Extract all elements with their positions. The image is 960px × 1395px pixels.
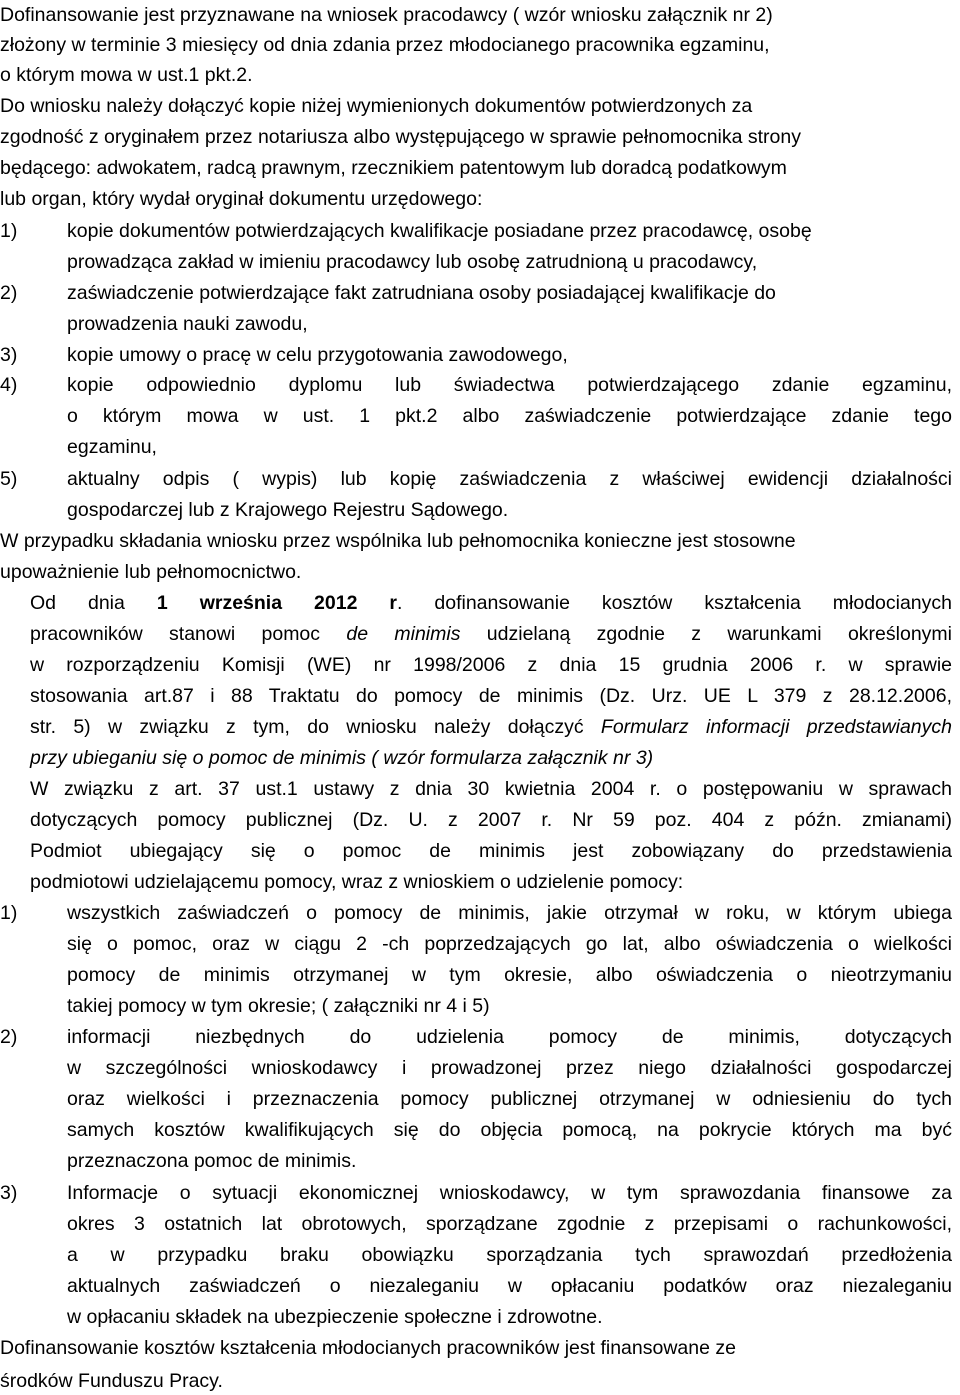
paragraph-line: przy ubieganiu się o pomoc de minimis ( wzór formularza załącznik nr 3) — [30, 747, 654, 769]
paragraph-line: o którym mowa w ust.1 pkt.2. — [0, 64, 253, 86]
italic-form-title: Formularz informacji przedstawianych — [600, 716, 952, 738]
list-item-line: aktualnych zaświadczeń o niezaleganiu w opłacaniu podatków oraz niezaleganiu — [67, 1275, 952, 1297]
list-item-line: o którym mowa w ust. 1 pkt.2 albo zaświadczenie potwierdzające zdanie tego — [67, 405, 952, 427]
list-number: 3) — [0, 344, 18, 366]
list-item-line: takiej pomocy w tym okresie; ( załączniki nr 4 i 5) — [67, 995, 490, 1017]
list-item-line: wszystkich zaświadczeń o pomocy de minimis, jakie otrzymał w roku, w którym ubiega — [67, 902, 952, 924]
list-number: 3) — [0, 1182, 18, 1204]
paragraph-line: dotyczących pomocy publicznej (Dz. U. z 2007 r. Nr 59 poz. 404 z późn. zmianami) — [30, 809, 952, 831]
list-item-line: przeznaczona pomoc de minimis. — [67, 1150, 357, 1172]
list-item-line: kopie odpowiednio dyplomu lub świadectwa potwierdzającego zdanie egzaminu, — [67, 374, 952, 396]
list-number: 1) — [0, 902, 18, 924]
list-item-line: gospodarczej lub z Krajowego Rejestru Sądowego. — [67, 499, 509, 521]
list-item-line: pomocy de minimis otrzymanej w tym okresie, albo oświadczenia o nieotrzymaniu — [67, 964, 952, 986]
paragraph-line: lub organ, który wydał oryginał dokumentu urzędowego: — [0, 188, 483, 210]
paragraph-line: W związku z art. 37 ust.1 ustawy z dnia 30 kwietnia 2004 r. o postępowaniu w sprawach — [30, 778, 952, 800]
paragraph-line: podmiotowi udzielającemu pomocy, wraz z wnioskiem o udzielenie pomocy: — [30, 871, 684, 893]
paragraph-line: pracowników stanowi pomoc de minimis udzielaną zgodnie z warunkami określonymi — [30, 623, 952, 645]
italic-term: de minimis — [346, 623, 461, 645]
list-item-line: informacji niezbędnych do udzielenia pomocy de minimis, dotyczących — [67, 1026, 952, 1048]
list-item-line: egzaminu, — [67, 436, 157, 458]
list-item-line: a w przypadku braku obowiązku sporządzania tych sprawozdań przedłożenia — [67, 1244, 952, 1266]
paragraph-line: str. 5) w związku z tym, do wniosku należy dołączyć Formularz informacji przedstawianych — [30, 716, 952, 738]
paragraph-line: zgodność z oryginałem przez notariusza albo występującego w sprawie pełnomocnika strony — [0, 126, 801, 148]
paragraph-line: W przypadku składania wniosku przez wspólnika lub pełnomocnika konieczne jest stosowne — [0, 530, 796, 552]
paragraph-line: Podmiot ubiegający się o pomoc de minimis jest zobowiązany do przedstawienia — [30, 840, 952, 862]
list-item-line: samych kosztów kwalifikujących się do objęcia pomocą, na pokrycie których ma być — [67, 1119, 952, 1141]
list-number: 2) — [0, 1026, 18, 1048]
paragraph-line: Dofinansowanie jest przyznawane na wniosek pracodawcy ( wzór wniosku załącznik nr 2) — [0, 4, 773, 26]
list-item-line: prowadzenia nauki zawodu, — [67, 313, 308, 335]
paragraph-line: Dofinansowanie kosztów kształcenia młodocianych pracowników jest finansowane ze — [0, 1337, 736, 1359]
paragraph-line: Do wniosku należy dołączyć kopie niżej wymienionych dokumentów potwierdzonych za — [0, 95, 753, 117]
paragraph-line: złożony w terminie 3 miesięcy od dnia zdania przez młodocianego pracownika egzaminu, — [0, 34, 770, 56]
list-number: 4) — [0, 374, 18, 396]
list-item-line: w szczególności wnioskodawcy i prowadzonej przez niego działalności gospodarczej — [67, 1057, 952, 1079]
list-item-line: w opłacaniu składek na ubezpieczenie społeczne i zdrowotne. — [67, 1306, 603, 1328]
paragraph-line: w rozporządzeniu Komisji (WE) nr 1998/2006 z dnia 15 grudnia 2006 r. w sprawie — [30, 654, 952, 676]
list-item-line: kopie umowy o pracę w celu przygotowania zawodowego, — [67, 344, 568, 366]
paragraph-line: upoważnienie lub pełnomocnictwo. — [0, 561, 302, 583]
list-number: 2) — [0, 282, 18, 304]
list-item-line: kopie dokumentów potwierdzających kwalifikacje posiadane przez pracodawcę, osobę — [67, 220, 812, 242]
list-item-line: zaświadczenie potwierdzające fakt zatrudniana osoby posiadającej kwalifikacje do — [67, 282, 776, 304]
paragraph-line: stosowania art.87 i 88 Traktatu do pomocy de minimis (Dz. Urz. UE L 379 z 28.12.2006, — [30, 685, 952, 707]
paragraph-line: Od dnia 1 września 2012 r. dofinansowanie kosztów kształcenia młodocianych — [30, 592, 953, 614]
list-item-line: aktualny odpis ( wypis) lub kopię zaświadczenia z właściwej ewidencji działalności — [67, 468, 952, 490]
list-item-line: się o pomoc, oraz w ciągu 2 -ch poprzedzających go lat, albo oświadczenia o wielkości — [67, 933, 952, 955]
list-item-line: oraz wielkości i przeznaczenia pomocy publicznej otrzymanej w odniesieniu do tych — [67, 1088, 952, 1110]
paragraph-line: środków Funduszu Pracy. — [0, 1370, 223, 1392]
list-item-line: prowadząca zakład w imieniu pracodawcy lub osobę zatrudnioną u pracodawcy, — [67, 251, 758, 273]
list-number: 1) — [0, 220, 18, 242]
list-item-line: okres 3 ostatnich lat obrotowych, sporządzane zgodnie z przepisami o rachunkowości, — [67, 1213, 952, 1235]
list-number: 5) — [0, 468, 18, 490]
bold-date: 1 września 2012 r — [156, 592, 397, 614]
list-item-line: Informacje o sytuacji ekonomicznej wnioskodawcy, w tym sprawozdania finansowe za — [67, 1182, 952, 1204]
paragraph-line: będącego: adwokatem, radcą prawnym, rzecznikiem patentowym lub doradcą podatkowym — [0, 157, 787, 179]
